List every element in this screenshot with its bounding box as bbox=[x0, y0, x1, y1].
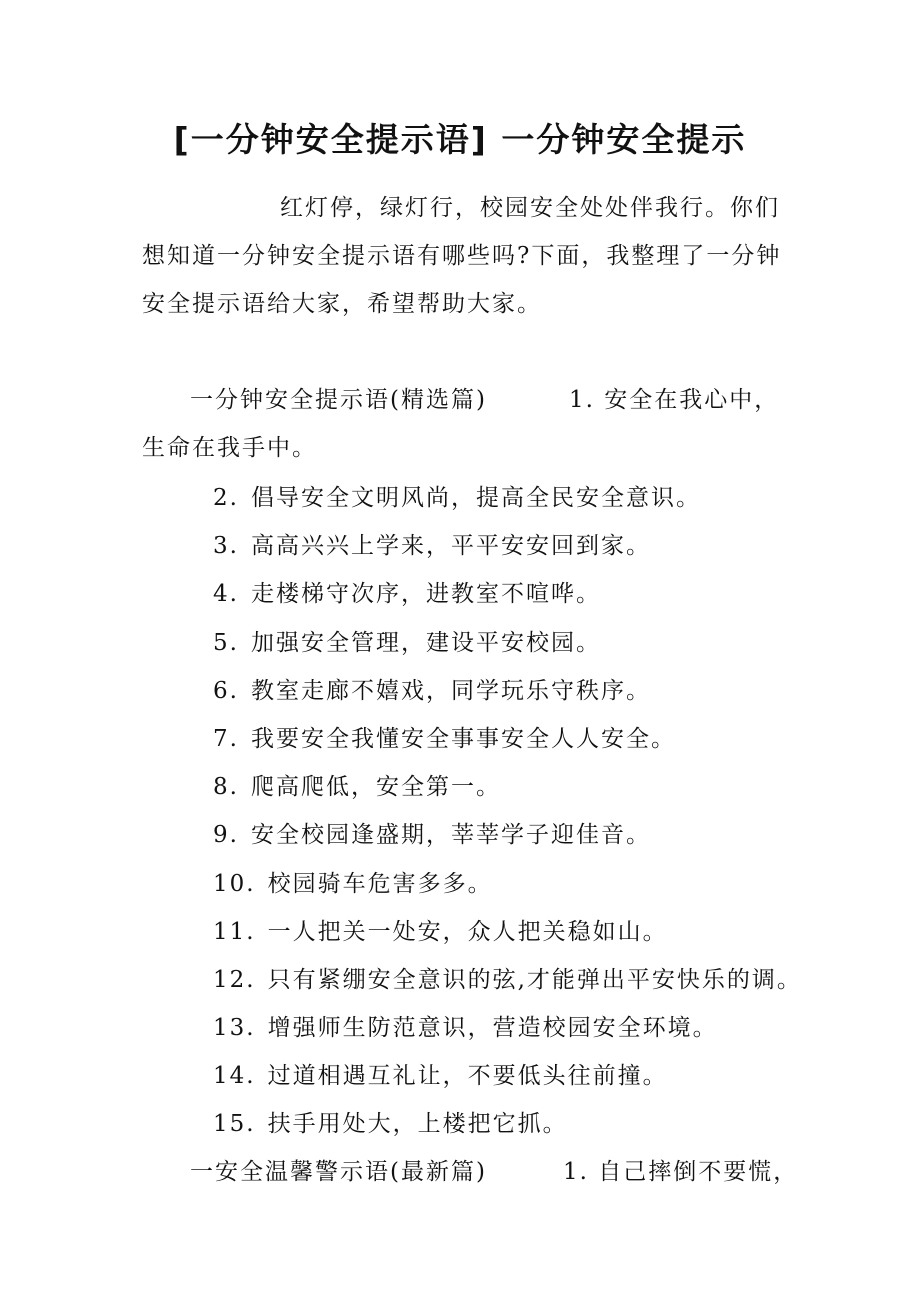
intro-line: 红灯停，绿灯行，校园安全处处伴我行。你们 bbox=[280, 195, 780, 221]
list-item-text: 教室走廊不嬉戏，同学玩乐守秩序。 bbox=[250, 677, 651, 704]
list-item-continuation: 生命在我手中。 bbox=[142, 435, 317, 461]
intro-line: 想知道一分钟安全提示语有哪些吗?下面，我整理了一分钟 bbox=[142, 243, 782, 269]
list-item-text: 扶手用处大，上楼把它抓。 bbox=[267, 1111, 568, 1138]
list-item bbox=[213, 908, 833, 956]
section-heading-row bbox=[142, 1148, 802, 1196]
list-item bbox=[213, 956, 833, 1004]
list-item-number: 12. bbox=[213, 966, 256, 993]
list-item-text: 校园骑车危害多多。 bbox=[267, 870, 493, 897]
list-item-text: 倡导安全文明风尚，提高全民安全意识。 bbox=[250, 485, 701, 511]
list-item-number: 8. bbox=[213, 774, 239, 801]
tips-list bbox=[213, 474, 833, 1149]
list-item bbox=[213, 860, 833, 908]
list-item bbox=[213, 715, 833, 763]
list-item-number: 9. bbox=[213, 822, 239, 849]
list-item-number: 15. bbox=[213, 1111, 256, 1138]
list-item-number: 6. bbox=[213, 677, 239, 704]
list-item-number: 14. bbox=[213, 1063, 256, 1090]
list-item bbox=[213, 811, 833, 859]
section-2 bbox=[142, 1148, 802, 1196]
list-item-text: 只有紧绷安全意识的弦,才能弹出平安快乐的调。 bbox=[267, 966, 802, 993]
list-item-number: 11. bbox=[213, 918, 256, 945]
section-heading: 一安全温馨警示语(最新篇) bbox=[190, 1159, 487, 1185]
list-item-text: 走楼梯守次序，进教室不喧哗。 bbox=[250, 581, 601, 608]
list-item bbox=[213, 522, 833, 570]
list-item bbox=[213, 570, 833, 618]
list-item-text: 安全校园逢盛期，莘莘学子迎佳音。 bbox=[250, 822, 651, 849]
list-item-number: 7. bbox=[213, 725, 239, 752]
list-item-first: 1. 安全在我心中， bbox=[568, 387, 780, 413]
list-item bbox=[213, 1052, 833, 1100]
intro-line: 安全提示语给大家，希望帮助大家。 bbox=[142, 291, 542, 317]
list-item-text: 加强安全管理，建设平安校园。 bbox=[250, 629, 601, 656]
list-item bbox=[213, 1100, 833, 1148]
list-item-text: 我要安全我懂安全事事安全人人安全。 bbox=[250, 725, 676, 752]
list-item-text: 高高兴兴上学来，平平安安回到家。 bbox=[250, 533, 651, 560]
list-item-number: 13. bbox=[213, 1015, 256, 1042]
list-item bbox=[213, 1004, 833, 1052]
list-item-number: 10. bbox=[213, 870, 256, 897]
intro-paragraph bbox=[142, 184, 782, 328]
list-item bbox=[213, 619, 833, 667]
list-item-text: 过道相遇互礼让，不要低头往前撞。 bbox=[267, 1063, 668, 1090]
list-item-first: 1. 自己摔倒不要慌， bbox=[562, 1159, 799, 1185]
list-item bbox=[213, 667, 833, 715]
section-1 bbox=[142, 376, 802, 472]
section-heading: 一分钟安全提示语(精选篇) bbox=[190, 387, 487, 413]
list-item-text: 增强师生防范意识，营造校园安全环境。 bbox=[267, 1015, 718, 1042]
list-item-number: 2. bbox=[213, 485, 239, 511]
list-item-number: 4. bbox=[213, 581, 239, 608]
list-item-text: 一人把关一处安，众人把关稳如山。 bbox=[267, 918, 668, 945]
list-item bbox=[213, 763, 833, 811]
list-item-text: 爬高爬低，安全第一。 bbox=[250, 774, 501, 801]
section-heading-row bbox=[142, 376, 802, 424]
list-item bbox=[213, 474, 833, 522]
list-item-number: 3. bbox=[213, 533, 239, 560]
page-title: [一分钟安全提示语] 一分钟安全提示 bbox=[173, 120, 747, 159]
list-item-number: 5. bbox=[213, 629, 239, 656]
